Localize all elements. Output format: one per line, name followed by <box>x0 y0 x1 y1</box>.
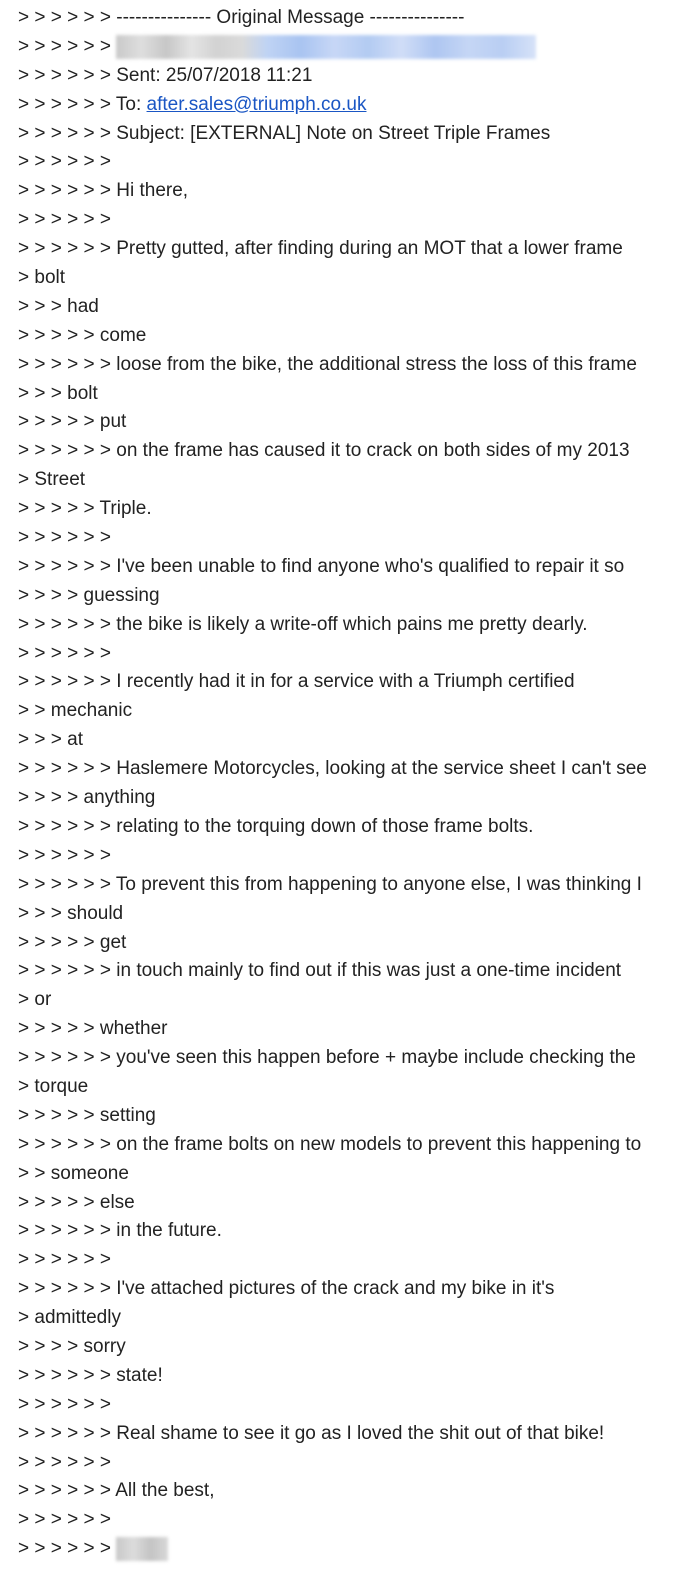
line-text <box>116 94 367 115</box>
quote-marker: > > > > > > <box>18 151 117 173</box>
quote-marker: > > > > > > <box>18 440 117 462</box>
quote-marker: > > > > > > <box>18 1047 117 1069</box>
quote-marker: > > > > > > <box>18 1480 116 1502</box>
line-text: loose from the bike, the additional stress the loss of this frame <box>116 353 637 375</box>
email-line <box>0 91 688 120</box>
quote-marker: > > > > > > <box>18 960 117 982</box>
email-line <box>0 264 688 293</box>
quote-marker: > <box>18 267 35 289</box>
line-text: relating to the torquing down of those frame bolts. <box>116 815 534 837</box>
email-line <box>0 466 688 495</box>
line-text: whether <box>99 1018 168 1040</box>
line-text: someone <box>50 1162 129 1184</box>
email-line <box>0 1535 688 1564</box>
quote-marker: > > > > > <box>18 1018 100 1040</box>
line-text: sorry <box>83 1335 126 1357</box>
line-text: put <box>99 411 127 433</box>
email-line <box>0 1217 688 1246</box>
line-text: setting <box>99 1104 156 1126</box>
line-text: bolt <box>34 267 66 289</box>
email-line <box>0 495 688 524</box>
quote-marker: > > > > > > <box>18 873 116 895</box>
quote-marker: > > > > > > <box>18 815 117 837</box>
email-line <box>0 900 688 929</box>
quote-marker: > > > > > <box>18 324 100 346</box>
line-text: Street <box>34 469 86 491</box>
quote-marker: > > > > > > <box>18 1249 117 1271</box>
email-line <box>0 524 688 553</box>
quote-marker: > > > > > > <box>18 527 117 549</box>
email-line <box>0 726 688 755</box>
quote-marker: > > > > > > <box>18 122 117 144</box>
quote-marker: > > > > > > <box>18 93 116 115</box>
line-text: bolt <box>67 382 98 404</box>
email-line <box>0 1044 688 1073</box>
line-text: come <box>99 324 147 346</box>
line-text: you've seen this happen before + maybe include checking the <box>116 1047 636 1069</box>
line-text: admittedly <box>34 1307 121 1329</box>
quote-marker: > > > > > > <box>18 844 117 866</box>
quote-marker: > > > > > > <box>18 1451 117 1473</box>
quote-marker: > > > > > <box>18 931 100 953</box>
line-text: get <box>99 931 127 953</box>
quote-marker: > > > > > > <box>18 555 117 577</box>
email-line <box>0 668 688 697</box>
redacted-signature <box>116 1537 168 1561</box>
quote-marker: > > > <box>18 382 68 404</box>
quote-marker: > > > > > > <box>18 1364 117 1386</box>
quote-marker: > > > > > > <box>18 238 117 260</box>
redacted-sender <box>116 35 536 59</box>
quote-marker: > > > > > <box>18 498 100 520</box>
quote-marker: > > <box>18 1162 51 1184</box>
quote-marker: > > > > > > <box>18 1220 117 1242</box>
quote-marker: > > > > <box>18 584 84 606</box>
quote-marker: > > > <box>18 295 68 317</box>
line-text: I've been unable to find anyone who's qualified to repair it so <box>116 555 625 577</box>
line-text: --------------- Original Message --------------- <box>116 7 465 28</box>
quote-marker: > <box>18 1075 35 1097</box>
quote-marker: > > > <box>18 902 68 924</box>
line-text: had <box>67 295 99 317</box>
line-text: mechanic <box>50 700 133 722</box>
email-line <box>0 1160 688 1189</box>
line-text: Hi there, <box>116 180 189 202</box>
line-text: the bike is likely a write-off which pains me pretty dearly. <box>116 613 588 635</box>
line-text: on the frame has caused it to crack on both sides of my 2013 <box>116 440 630 462</box>
line-text: state! <box>116 1364 163 1386</box>
quote-marker: > > <box>18 700 51 722</box>
line-text: Triple. <box>99 498 152 520</box>
email-line <box>0 1246 688 1275</box>
email-line <box>0 553 688 582</box>
email-line <box>0 148 688 177</box>
email-line <box>0 235 688 264</box>
email-line <box>0 1073 688 1102</box>
line-text: on the frame bolts on new models to prevent this happening to <box>116 1133 642 1155</box>
email-line <box>0 62 688 91</box>
quote-marker: > > > > > > <box>18 642 117 664</box>
line-text: in touch mainly to find out if this was just a one-time incident <box>116 960 622 982</box>
quote-marker: > > > > > > <box>18 35 117 57</box>
quote-marker: > > > > > > <box>18 180 117 202</box>
line-text: Haslemere Motorcycles, looking at the service sheet I can't see <box>116 758 647 780</box>
quote-marker: > > > > > > <box>18 758 117 780</box>
line-text: else <box>99 1191 135 1213</box>
email-line <box>0 1506 688 1535</box>
quote-marker: > > > > > > <box>18 1538 117 1560</box>
line-text: at <box>67 729 83 751</box>
email-line <box>0 351 688 380</box>
email-line <box>0 1477 688 1506</box>
quote-marker: > > > > > > <box>18 1422 117 1444</box>
quote-marker: > > > > > <box>18 411 100 433</box>
email-line <box>0 120 688 149</box>
email-line <box>0 986 688 1015</box>
quote-marker: > > > > > > <box>18 353 117 375</box>
email-line <box>0 4 688 33</box>
quote-marker: > > > > > <box>18 1104 100 1126</box>
line-text: Real shame to see it go as I loved the shit out of that bike! <box>116 1422 605 1444</box>
quote-marker: > > > > > <box>18 1191 100 1213</box>
email-line <box>0 1420 688 1449</box>
email-line <box>0 697 688 726</box>
email-line <box>0 640 688 669</box>
quote-marker: > <box>18 1307 35 1329</box>
quote-marker: > > > > > > <box>18 7 117 28</box>
email-line <box>0 408 688 437</box>
email-line <box>0 813 688 842</box>
quote-marker: > > > > > > <box>18 1509 117 1531</box>
email-line <box>0 755 688 784</box>
email-line <box>0 611 688 640</box>
email-line <box>0 1131 688 1160</box>
quote-marker: > <box>18 989 35 1011</box>
email-line <box>0 1102 688 1131</box>
quote-marker: > > > > > > <box>18 1278 117 1300</box>
email-line <box>0 582 688 611</box>
quote-marker: > > > > > > <box>18 1393 117 1415</box>
line-text: I recently had it in for a service with a Triumph certified <box>116 671 575 693</box>
line-text: in the future. <box>116 1220 222 1242</box>
email-line <box>0 1333 688 1362</box>
line-text: I've attached pictures of the crack and my bike in it's <box>116 1278 555 1300</box>
line-text: guessing <box>83 584 160 606</box>
email-line <box>0 929 688 958</box>
email-line <box>0 1362 688 1391</box>
to-label: To: <box>115 93 147 115</box>
email-line <box>0 293 688 322</box>
email-line <box>0 1449 688 1478</box>
line-text: All the best, <box>115 1480 215 1502</box>
email-line <box>0 871 688 900</box>
email-line <box>0 842 688 871</box>
quote-marker: > > > > > > <box>18 1133 117 1155</box>
email-line <box>0 1275 688 1304</box>
email-line <box>0 177 688 206</box>
line-text: Subject: [EXTERNAL] Note on Street Triple Frames <box>116 122 551 144</box>
email-line <box>0 322 688 351</box>
quote-marker: > > > > > > <box>18 671 117 693</box>
line-text: should <box>67 902 124 924</box>
line-text: or <box>34 989 52 1011</box>
email-line <box>0 1391 688 1420</box>
line-text: anything <box>83 787 156 809</box>
email-line <box>0 784 688 813</box>
email-line <box>0 957 688 986</box>
email-line <box>0 33 688 62</box>
quote-marker: > > > <box>18 729 68 751</box>
email-line <box>0 437 688 466</box>
quote-marker: > > > > > > <box>18 613 117 635</box>
line-text: torque <box>34 1075 89 1097</box>
email-line <box>0 1015 688 1044</box>
quote-marker: > <box>18 469 35 491</box>
line-text: Sent: 25/07/2018 11:21 <box>116 64 313 86</box>
email-line <box>0 380 688 409</box>
quote-marker: > > > > > > <box>18 209 117 231</box>
quote-marker: > > > > > > <box>18 64 117 86</box>
email-line <box>0 1304 688 1333</box>
line-text: Pretty gutted, after finding during an MOT that a lower frame <box>116 238 623 260</box>
line-text: To prevent this from happening to anyone else, I was thinking I <box>115 873 642 895</box>
email-line <box>0 206 688 235</box>
email-line <box>0 1189 688 1218</box>
recipient-email-link[interactable]: after.sales@triumph.co.uk <box>146 93 367 115</box>
quote-marker: > > > > <box>18 787 84 809</box>
quote-marker: > > > > <box>18 1335 84 1357</box>
